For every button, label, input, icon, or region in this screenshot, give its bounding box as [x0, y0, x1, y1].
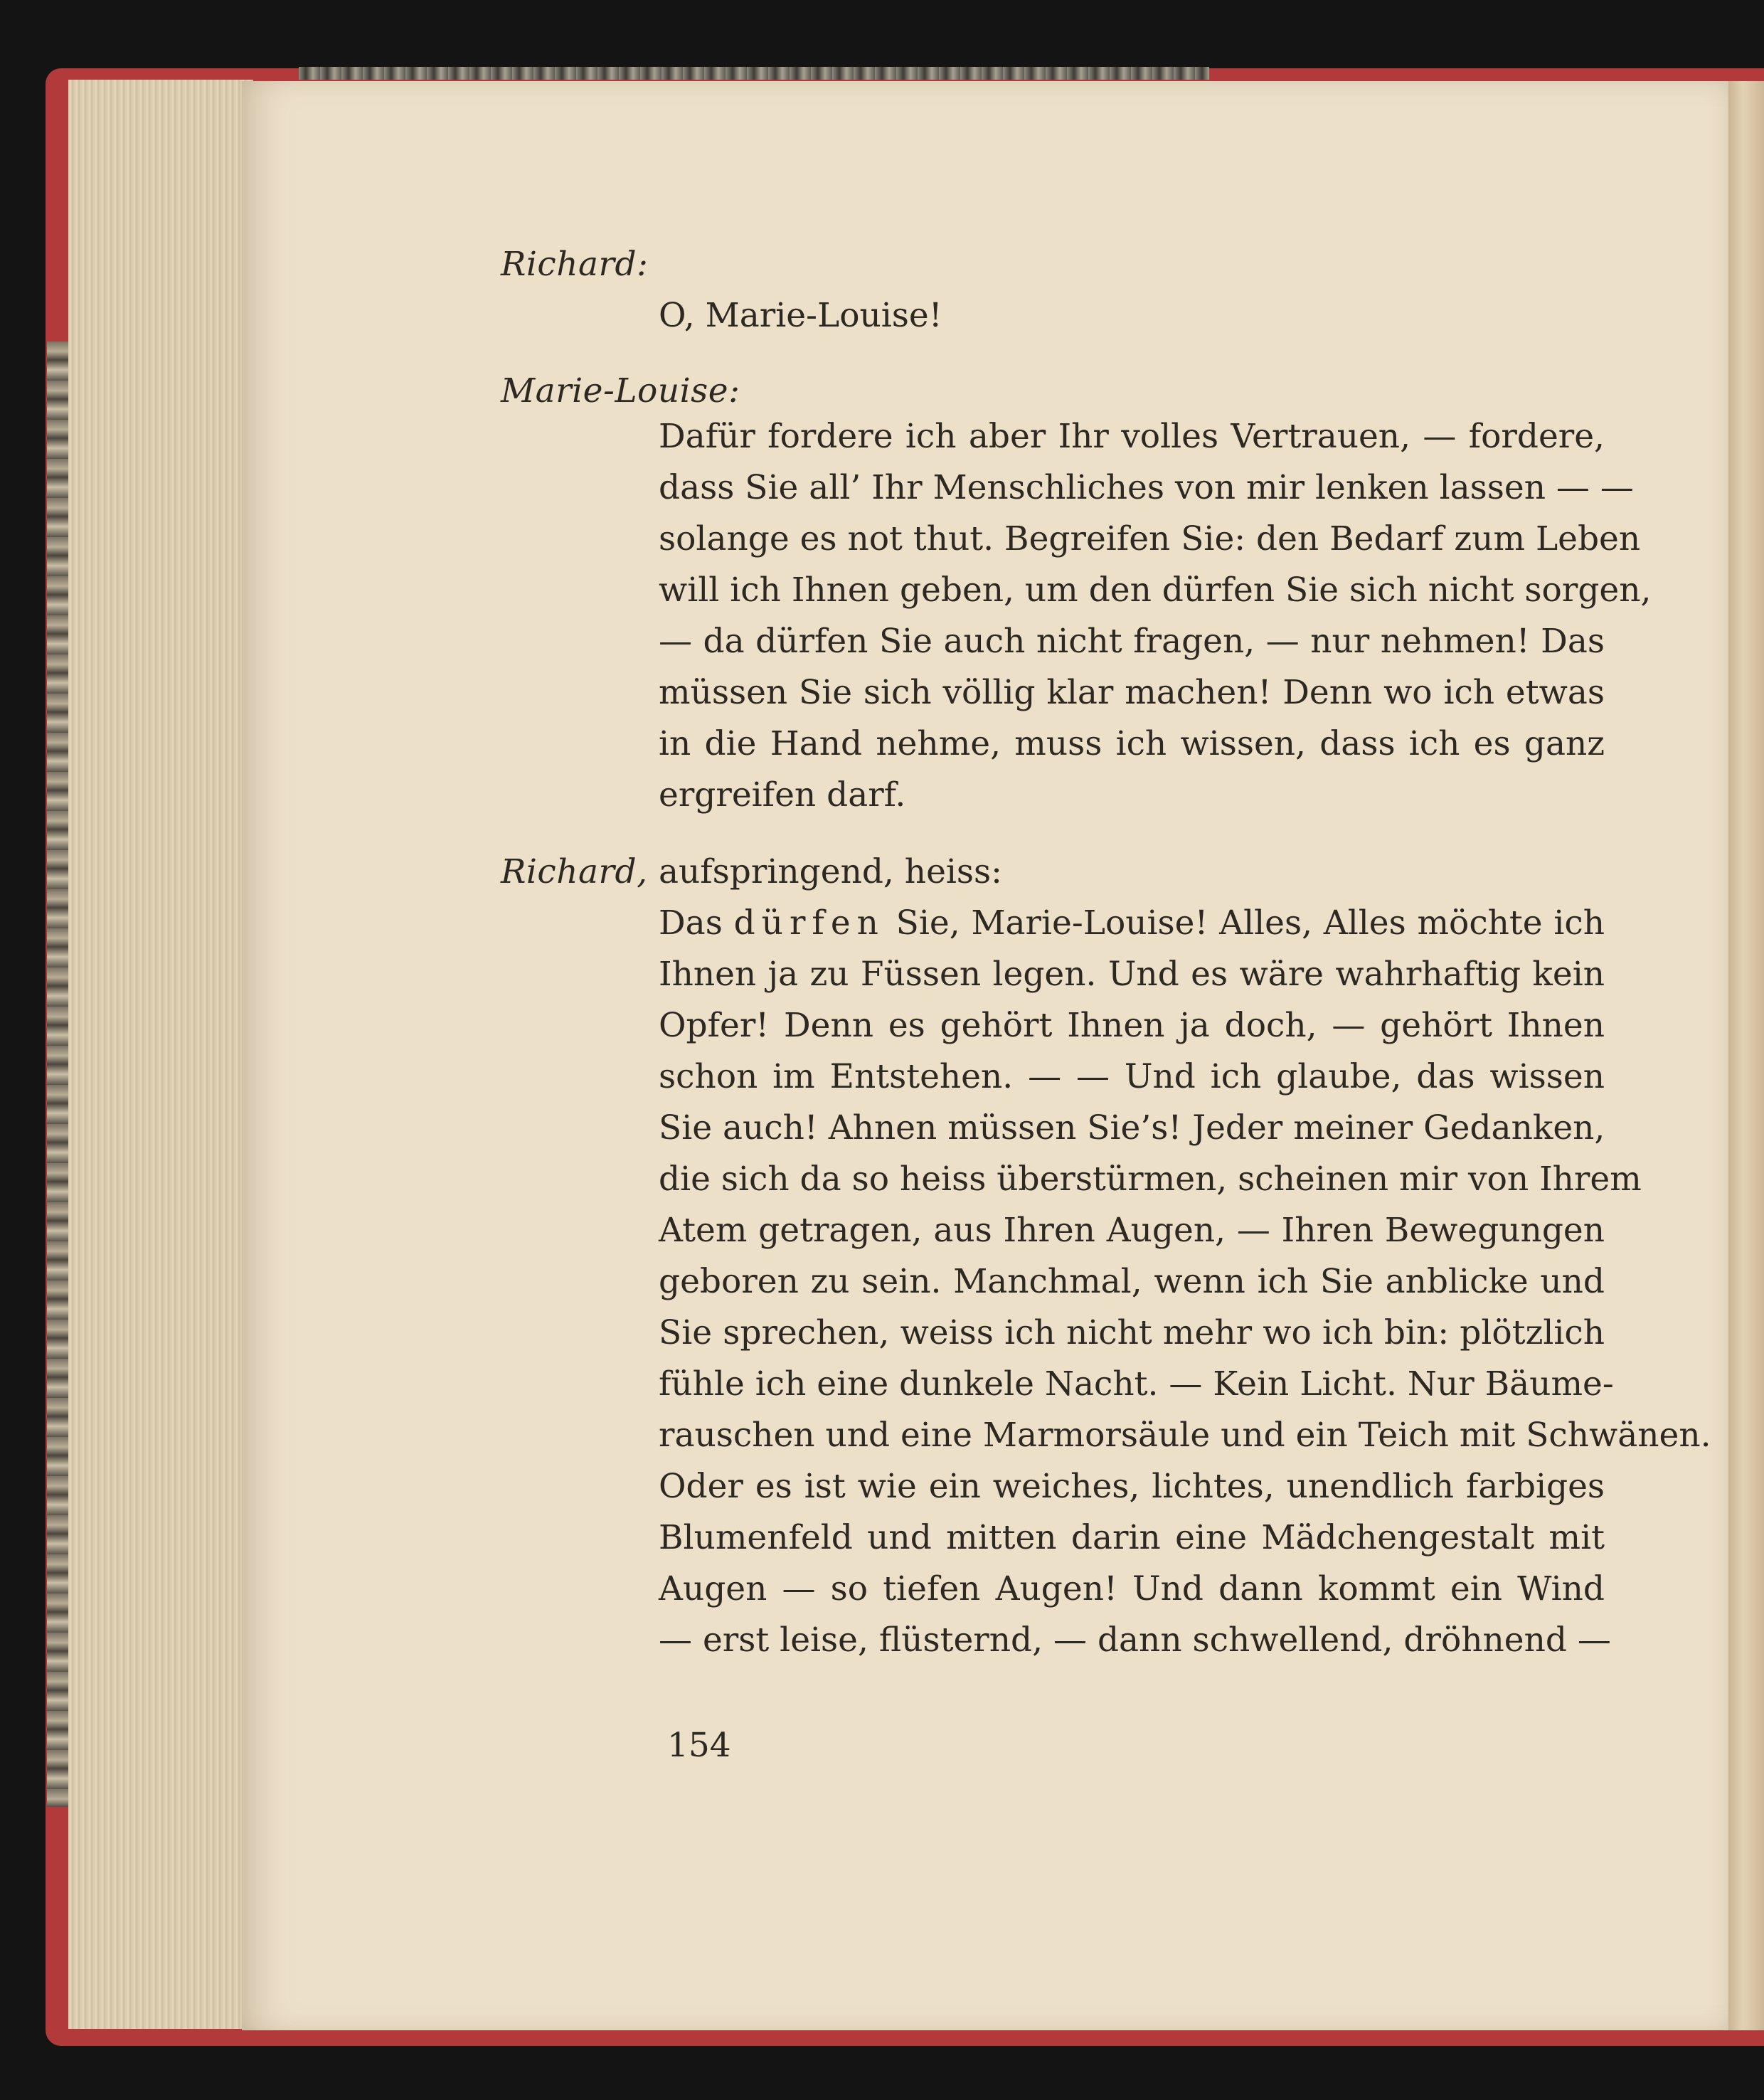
dialogue-line: will ich Ihnen geben, um den dürfen Sie sich nicht sorgen, — [659, 571, 1652, 610]
dialogue-line: Blumenfeld und mitten darin eine Mädchengestalt mit — [659, 1518, 1605, 1557]
text-fragment: Das — [659, 903, 734, 943]
dialogue-line: — da dürfen Sie auch nicht fragen, — nur nehmen! Das — [659, 622, 1605, 661]
speaker-marie-louise: Marie-Louise: — [501, 371, 740, 410]
dialogue-line: — erst leise, flüsternd, — dann schwellend, dröhnend — — [659, 1621, 1611, 1660]
dialogue-line: schon im Entstehen. — — Und ich glaube, das wissen — [659, 1057, 1605, 1096]
speaker-richard: Richard, — [501, 852, 648, 891]
dialogue-line: Oder es ist wie ein weiches, lichtes, unendlich farbiges — [659, 1467, 1605, 1506]
dialogue-line: ergreifen darf. — [659, 775, 906, 815]
dialogue-line: müssen Sie sich völlig klar machen! Denn wo ich etwas — [659, 673, 1605, 712]
dialogue-line: dass Sie all’ Ihr Menschliches von mir lenken lassen — — — [659, 468, 1634, 507]
dialogue-line: Atem getragen, aus Ihren Augen, — Ihren Bewegungen — [659, 1211, 1605, 1250]
dialogue-line: in die Hand nehme, muss ich wissen, dass ich es ganz — [659, 724, 1605, 763]
dialogue-line: rauschen und eine Marmorsäule und ein Teich mit Schwänen. — [659, 1416, 1711, 1455]
dialogue-line: Augen — so tiefen Augen! Und dann kommt ein Wind — [659, 1569, 1605, 1608]
stage-direction: aufspringend, heiss: — [659, 852, 1002, 891]
emphasized-word: dürfen — [733, 903, 885, 943]
dialogue-line: Dafür fordere ich aber Ihr volles Vertrauen, — fordere, — [659, 417, 1605, 456]
dialogue-line: geboren zu sein. Manchmal, wenn ich Sie anblicke und — [659, 1262, 1605, 1301]
dialogue-line: die sich da so heiss überstürmen, scheinen mir von Ihrem — [659, 1160, 1642, 1199]
dialogue-line: Sie auch! Ahnen müssen Sie’s! Jeder meiner Gedanken, — [659, 1108, 1605, 1147]
speaker-richard: Richard: — [501, 245, 649, 284]
page-number: 154 — [667, 1726, 731, 1765]
text-fragment: Sie, Marie-Louise! Alles, Alles möchte ich — [884, 903, 1605, 943]
dialogue-line: Sie sprechen, weiss ich nicht mehr wo ich bin: plötzlich — [659, 1313, 1605, 1352]
dialogue-line: Ihnen ja zu Füssen legen. Und es wäre wahrhaftig kein — [659, 955, 1605, 994]
dialogue-line: Opfer! Denn es gehört Ihnen ja doch, — gehört Ihnen — [659, 1006, 1605, 1045]
dialogue-line: O, Marie-Louise! — [659, 296, 942, 335]
dialogue-line: fühle ich eine dunkele Nacht. — Kein Licht. Nur Bäume- — [659, 1364, 1614, 1404]
dialogue-line: solange es not thut. Begreifen Sie: den Bedarf zum Leben — [659, 519, 1641, 558]
dialogue-line — [659, 898, 1605, 949]
